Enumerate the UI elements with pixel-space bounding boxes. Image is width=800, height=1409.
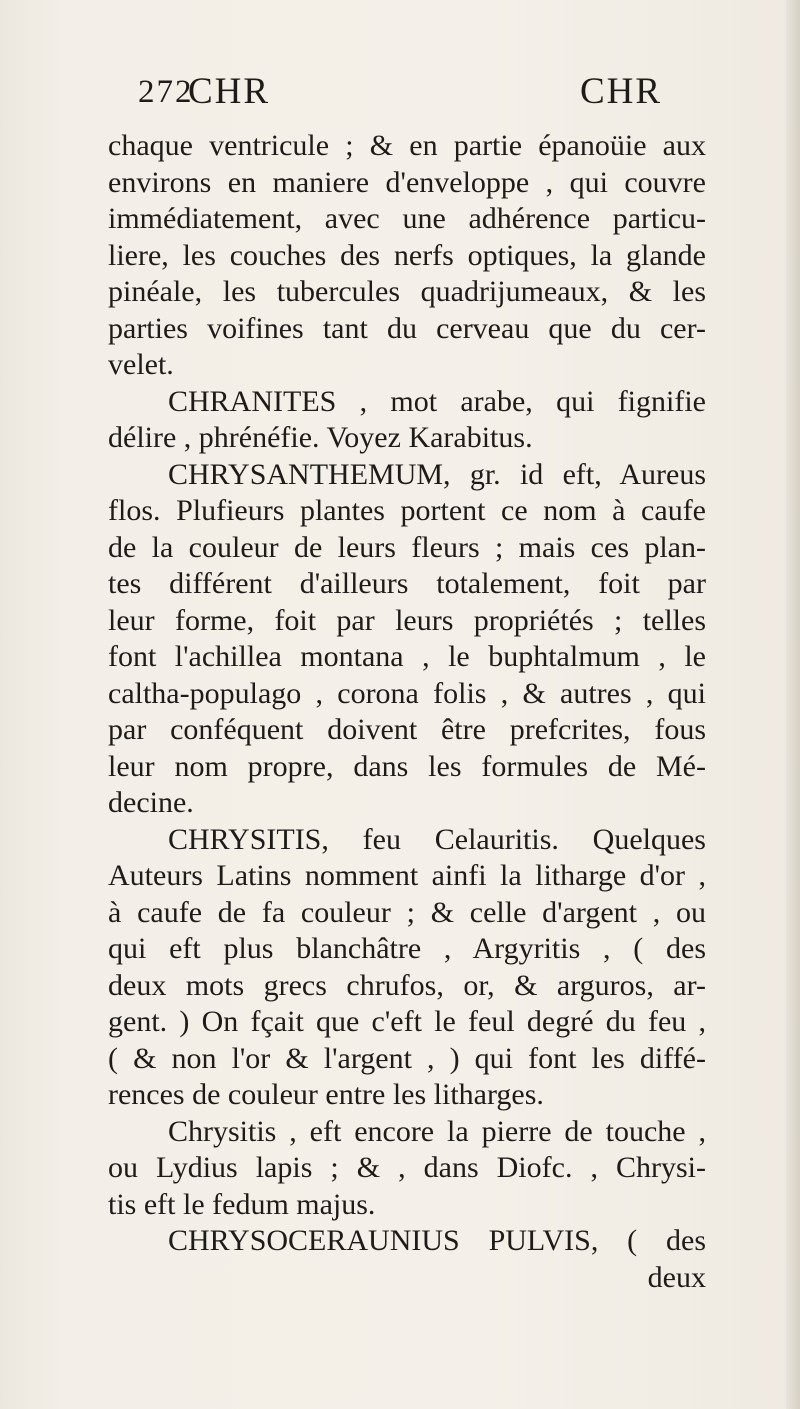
- text-line: leur forme, foit par leurs propriétés ; telles: [108, 603, 706, 637]
- text-line: deux mots grecs chrufos, or, & arguros, ar-: [108, 968, 706, 1002]
- text-line: gent. ) On fçait que c'eft le feul degré du feu ,: [108, 1005, 706, 1038]
- text-line: decine.: [108, 786, 194, 819]
- text-line: de la couleur de leurs fleurs ; mais ces plan-: [108, 530, 706, 564]
- text-line: ou Lydius lapis ; & , dans Diofc. , Chrysi-: [108, 1151, 706, 1184]
- text-line: Chrysitis , eft encore la pierre de touche ,: [168, 1114, 706, 1148]
- text-line: CHRYSOCERAUNIUS PULVIS, ( des: [168, 1224, 706, 1257]
- text-line: CHRYSITIS, feu Celauritis. Quelques: [168, 822, 706, 856]
- text-line: tes différent d'ailleurs totalement, foit par: [108, 567, 706, 600]
- text-line: deux: [647, 1260, 706, 1294]
- header-right-word: CHR: [580, 71, 663, 112]
- text-line: leur nom propre, dans les formules de Mé-: [108, 749, 706, 783]
- text-line: CHRYSANTHEMUM, gr. id eft, Aureus: [168, 457, 706, 491]
- text-line: à caufe de fa couleur ; & celle d'argent , ou: [108, 895, 706, 929]
- text-line: liere, les couches des nerfs optiques, la glande: [108, 238, 706, 272]
- text-line: rences de couleur entre les litharges.: [108, 1078, 544, 1111]
- text-line: ( & non l'or & l'argent , ) qui font les diffé-: [108, 1041, 706, 1075]
- text-line: environs en maniere d'enveloppe , qui couvre: [108, 165, 706, 199]
- text-line: caltha-populago , corona folis , & autres , qui: [108, 676, 706, 710]
- text-line: Auteurs Latins nomment ainfi la litharge d'or ,: [108, 859, 706, 892]
- text-line: par conféquent doivent être prefcrites, fous: [108, 713, 706, 746]
- text-line: délire , phrénéfie. Voyez Karabitus.: [108, 421, 533, 454]
- text-line: tis eft le fedum majus.: [108, 1187, 376, 1221]
- text-line: font l'achillea montana , le buphtalmum , le: [108, 640, 706, 673]
- body-text: [108, 128, 706, 1296]
- text-line: immédiatement, avec une adhérence particu-: [108, 202, 706, 235]
- page-edge: [786, 0, 800, 1409]
- text-line: flos. Plufieurs plantes portent ce nom à caufe: [108, 494, 706, 527]
- header-left-word: CHR: [188, 71, 271, 112]
- text-line: velet.: [108, 348, 174, 381]
- page-number: 272: [138, 74, 194, 110]
- running-header: [138, 70, 698, 120]
- text-line: chaque ventricule ; & en partie épanoüie aux: [108, 129, 706, 162]
- text-line: qui eft plus blanchâtre , Argyritis , ( des: [108, 932, 706, 965]
- text-line: pinéale, les tubercules quadrijumeaux, & les: [108, 275, 706, 308]
- text-line: CHRANITES , mot arabe, qui fignifie: [168, 384, 706, 418]
- text-line: parties voifines tant du cerveau que du cer-: [108, 311, 706, 345]
